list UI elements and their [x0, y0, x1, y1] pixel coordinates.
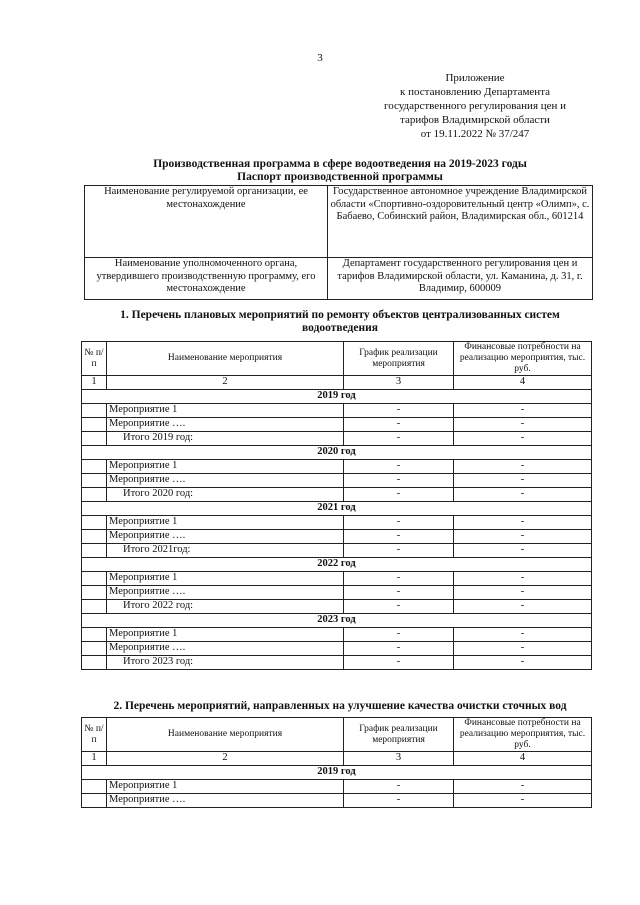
year-row	[82, 446, 592, 460]
appendix-line: государственного регулирования цен и	[383, 100, 567, 112]
row-number	[82, 656, 107, 670]
row-number	[82, 418, 107, 432]
total-row	[82, 600, 592, 614]
row-number	[82, 628, 107, 642]
schedule-cell: -	[344, 516, 454, 530]
col-header-finance: Финансовые потребности на реализацию мероприятия, тыс. руб.	[454, 718, 592, 752]
measure-name: Мероприятие ….	[107, 794, 344, 808]
schedule-cell: -	[344, 404, 454, 418]
measure-name: Мероприятие 1	[107, 780, 344, 794]
row-number	[82, 530, 107, 544]
main-title: Производственная программа в сфере водоотведения на 2019-2023 годы	[153, 158, 527, 170]
measure-name: Мероприятие ….	[107, 474, 344, 488]
total-label: Итого 2020 год:	[107, 488, 344, 502]
row-number	[82, 488, 107, 502]
column-number: 3	[344, 752, 454, 766]
table-row	[82, 780, 592, 794]
finance-cell: -	[454, 516, 592, 530]
finance-cell: -	[454, 586, 592, 600]
row-number	[82, 474, 107, 488]
finance-cell: -	[454, 488, 592, 502]
section1-title: 1. Перечень плановых мероприятий по ремонту объектов централизованных систем водоотведения	[120, 309, 560, 334]
year-row	[82, 614, 592, 628]
schedule-cell: -	[344, 628, 454, 642]
page-number: 3	[317, 52, 323, 64]
row-number	[82, 544, 107, 558]
table-row	[82, 586, 592, 600]
schedule-cell: -	[344, 642, 454, 656]
schedule-cell: -	[344, 572, 454, 586]
schedule-cell: -	[344, 586, 454, 600]
measure-name: Мероприятие 1	[107, 628, 344, 642]
column-number: 2	[107, 376, 344, 390]
appendix-line: тарифов Владимирской области	[400, 114, 550, 126]
measure-name: Мероприятие 1	[107, 460, 344, 474]
passport-value: Департамент государственного регулирования цен и тарифов Владимирской области, ул. Каманина, д. 31, г. Владимир, 600009	[328, 258, 593, 300]
measure-name: Мероприятие ….	[107, 530, 344, 544]
year-label: 2019 год	[82, 766, 592, 780]
passport-table	[84, 185, 593, 300]
year-label: 2023 год	[82, 614, 592, 628]
col-header-schedule: График реализации мероприятия	[344, 718, 454, 752]
schedule-cell: -	[344, 780, 454, 794]
col-header-number: № п/п	[82, 342, 107, 376]
finance-cell: -	[454, 656, 592, 670]
treatment-measures-table	[81, 717, 592, 808]
finance-cell: -	[454, 544, 592, 558]
total-label: Итого 2019 год:	[107, 432, 344, 446]
col-header-number: № п/п	[82, 718, 107, 752]
row-number	[82, 780, 107, 794]
row-number	[82, 572, 107, 586]
schedule-cell: -	[344, 794, 454, 808]
table-row	[82, 530, 592, 544]
column-number: 1	[82, 752, 107, 766]
column-number: 2	[107, 752, 344, 766]
finance-cell: -	[454, 572, 592, 586]
finance-cell: -	[454, 474, 592, 488]
row-number	[82, 460, 107, 474]
column-number-row	[82, 752, 592, 766]
row-number	[82, 794, 107, 808]
table-row	[82, 516, 592, 530]
year-row	[82, 766, 592, 780]
finance-cell: -	[454, 404, 592, 418]
year-row	[82, 558, 592, 572]
table-row	[82, 460, 592, 474]
measure-name: Мероприятие ….	[107, 418, 344, 432]
column-number-row	[82, 376, 592, 390]
total-row	[82, 544, 592, 558]
schedule-cell: -	[344, 530, 454, 544]
finance-cell: -	[454, 628, 592, 642]
row-number	[82, 586, 107, 600]
total-label: Итого 2023 год:	[107, 656, 344, 670]
header-row	[82, 718, 592, 752]
schedule-cell: -	[344, 474, 454, 488]
finance-cell: -	[454, 780, 592, 794]
year-row	[82, 502, 592, 516]
row-number	[82, 642, 107, 656]
finance-cell: -	[454, 642, 592, 656]
measure-name: Мероприятие 1	[107, 572, 344, 586]
column-number: 4	[454, 752, 592, 766]
finance-cell: -	[454, 530, 592, 544]
section2-title: 2. Перечень мероприятий, направленных на улучшение качества очистки сточных вод	[113, 700, 567, 712]
total-row	[82, 432, 592, 446]
header-row	[82, 342, 592, 376]
passport-label: Наименование уполномоченного органа, утвердившего производственную программу, его местонахождение	[85, 258, 328, 300]
total-label: Итого 2022 год:	[107, 600, 344, 614]
table-row	[82, 628, 592, 642]
passport-title: Паспорт производственной программы	[237, 171, 443, 183]
appendix-block	[350, 71, 600, 141]
finance-cell: -	[454, 794, 592, 808]
table-row	[82, 474, 592, 488]
column-number: 3	[344, 376, 454, 390]
finance-cell: -	[454, 600, 592, 614]
schedule-cell: -	[344, 432, 454, 446]
measure-name: Мероприятие 1	[107, 404, 344, 418]
measure-name: Мероприятие ….	[107, 642, 344, 656]
finance-cell: -	[454, 432, 592, 446]
column-number: 4	[454, 376, 592, 390]
table-row	[82, 572, 592, 586]
finance-cell: -	[454, 460, 592, 474]
col-header-schedule: График реализации мероприятия	[344, 342, 454, 376]
row-number	[82, 432, 107, 446]
col-header-name: Наименование мероприятия	[107, 342, 344, 376]
year-label: 2020 год	[82, 446, 592, 460]
appendix-line: от 19.11.2022 № 37/247	[420, 128, 530, 140]
table-row	[82, 418, 592, 432]
schedule-cell: -	[344, 418, 454, 432]
schedule-cell: -	[344, 656, 454, 670]
year-label: 2019 год	[82, 390, 592, 404]
table-row	[82, 404, 592, 418]
schedule-cell: -	[344, 488, 454, 502]
year-label: 2021 год	[82, 502, 592, 516]
schedule-cell: -	[344, 600, 454, 614]
col-header-name: Наименование мероприятия	[107, 718, 344, 752]
col-header-finance: Финансовые потребности на реализацию мероприятия, тыс. руб.	[454, 342, 592, 376]
year-row	[82, 390, 592, 404]
total-label: Итого 2021год:	[107, 544, 344, 558]
appendix-line: к постановлению Департамента	[399, 86, 551, 98]
row-number	[82, 404, 107, 418]
repair-measures-table	[81, 341, 592, 670]
passport-label: Наименование регулируемой организации, ее местонахождение	[85, 186, 328, 258]
table-row	[82, 642, 592, 656]
finance-cell: -	[454, 418, 592, 432]
schedule-cell: -	[344, 544, 454, 558]
table-row	[82, 794, 592, 808]
year-label: 2022 год	[82, 558, 592, 572]
row-number	[82, 516, 107, 530]
column-number: 1	[82, 376, 107, 390]
passport-value: Государственное автономное учреждение Владимирской области «Спортивно-оздоровительный центр «Олимп», с. Бабаево, Собинский район, Владимирская обл., 601214	[328, 186, 593, 258]
schedule-cell: -	[344, 460, 454, 474]
total-row	[82, 656, 592, 670]
measure-name: Мероприятие 1	[107, 516, 344, 530]
row-number	[82, 600, 107, 614]
appendix-line: Приложение	[445, 72, 505, 84]
total-row	[82, 488, 592, 502]
measure-name: Мероприятие ….	[107, 586, 344, 600]
